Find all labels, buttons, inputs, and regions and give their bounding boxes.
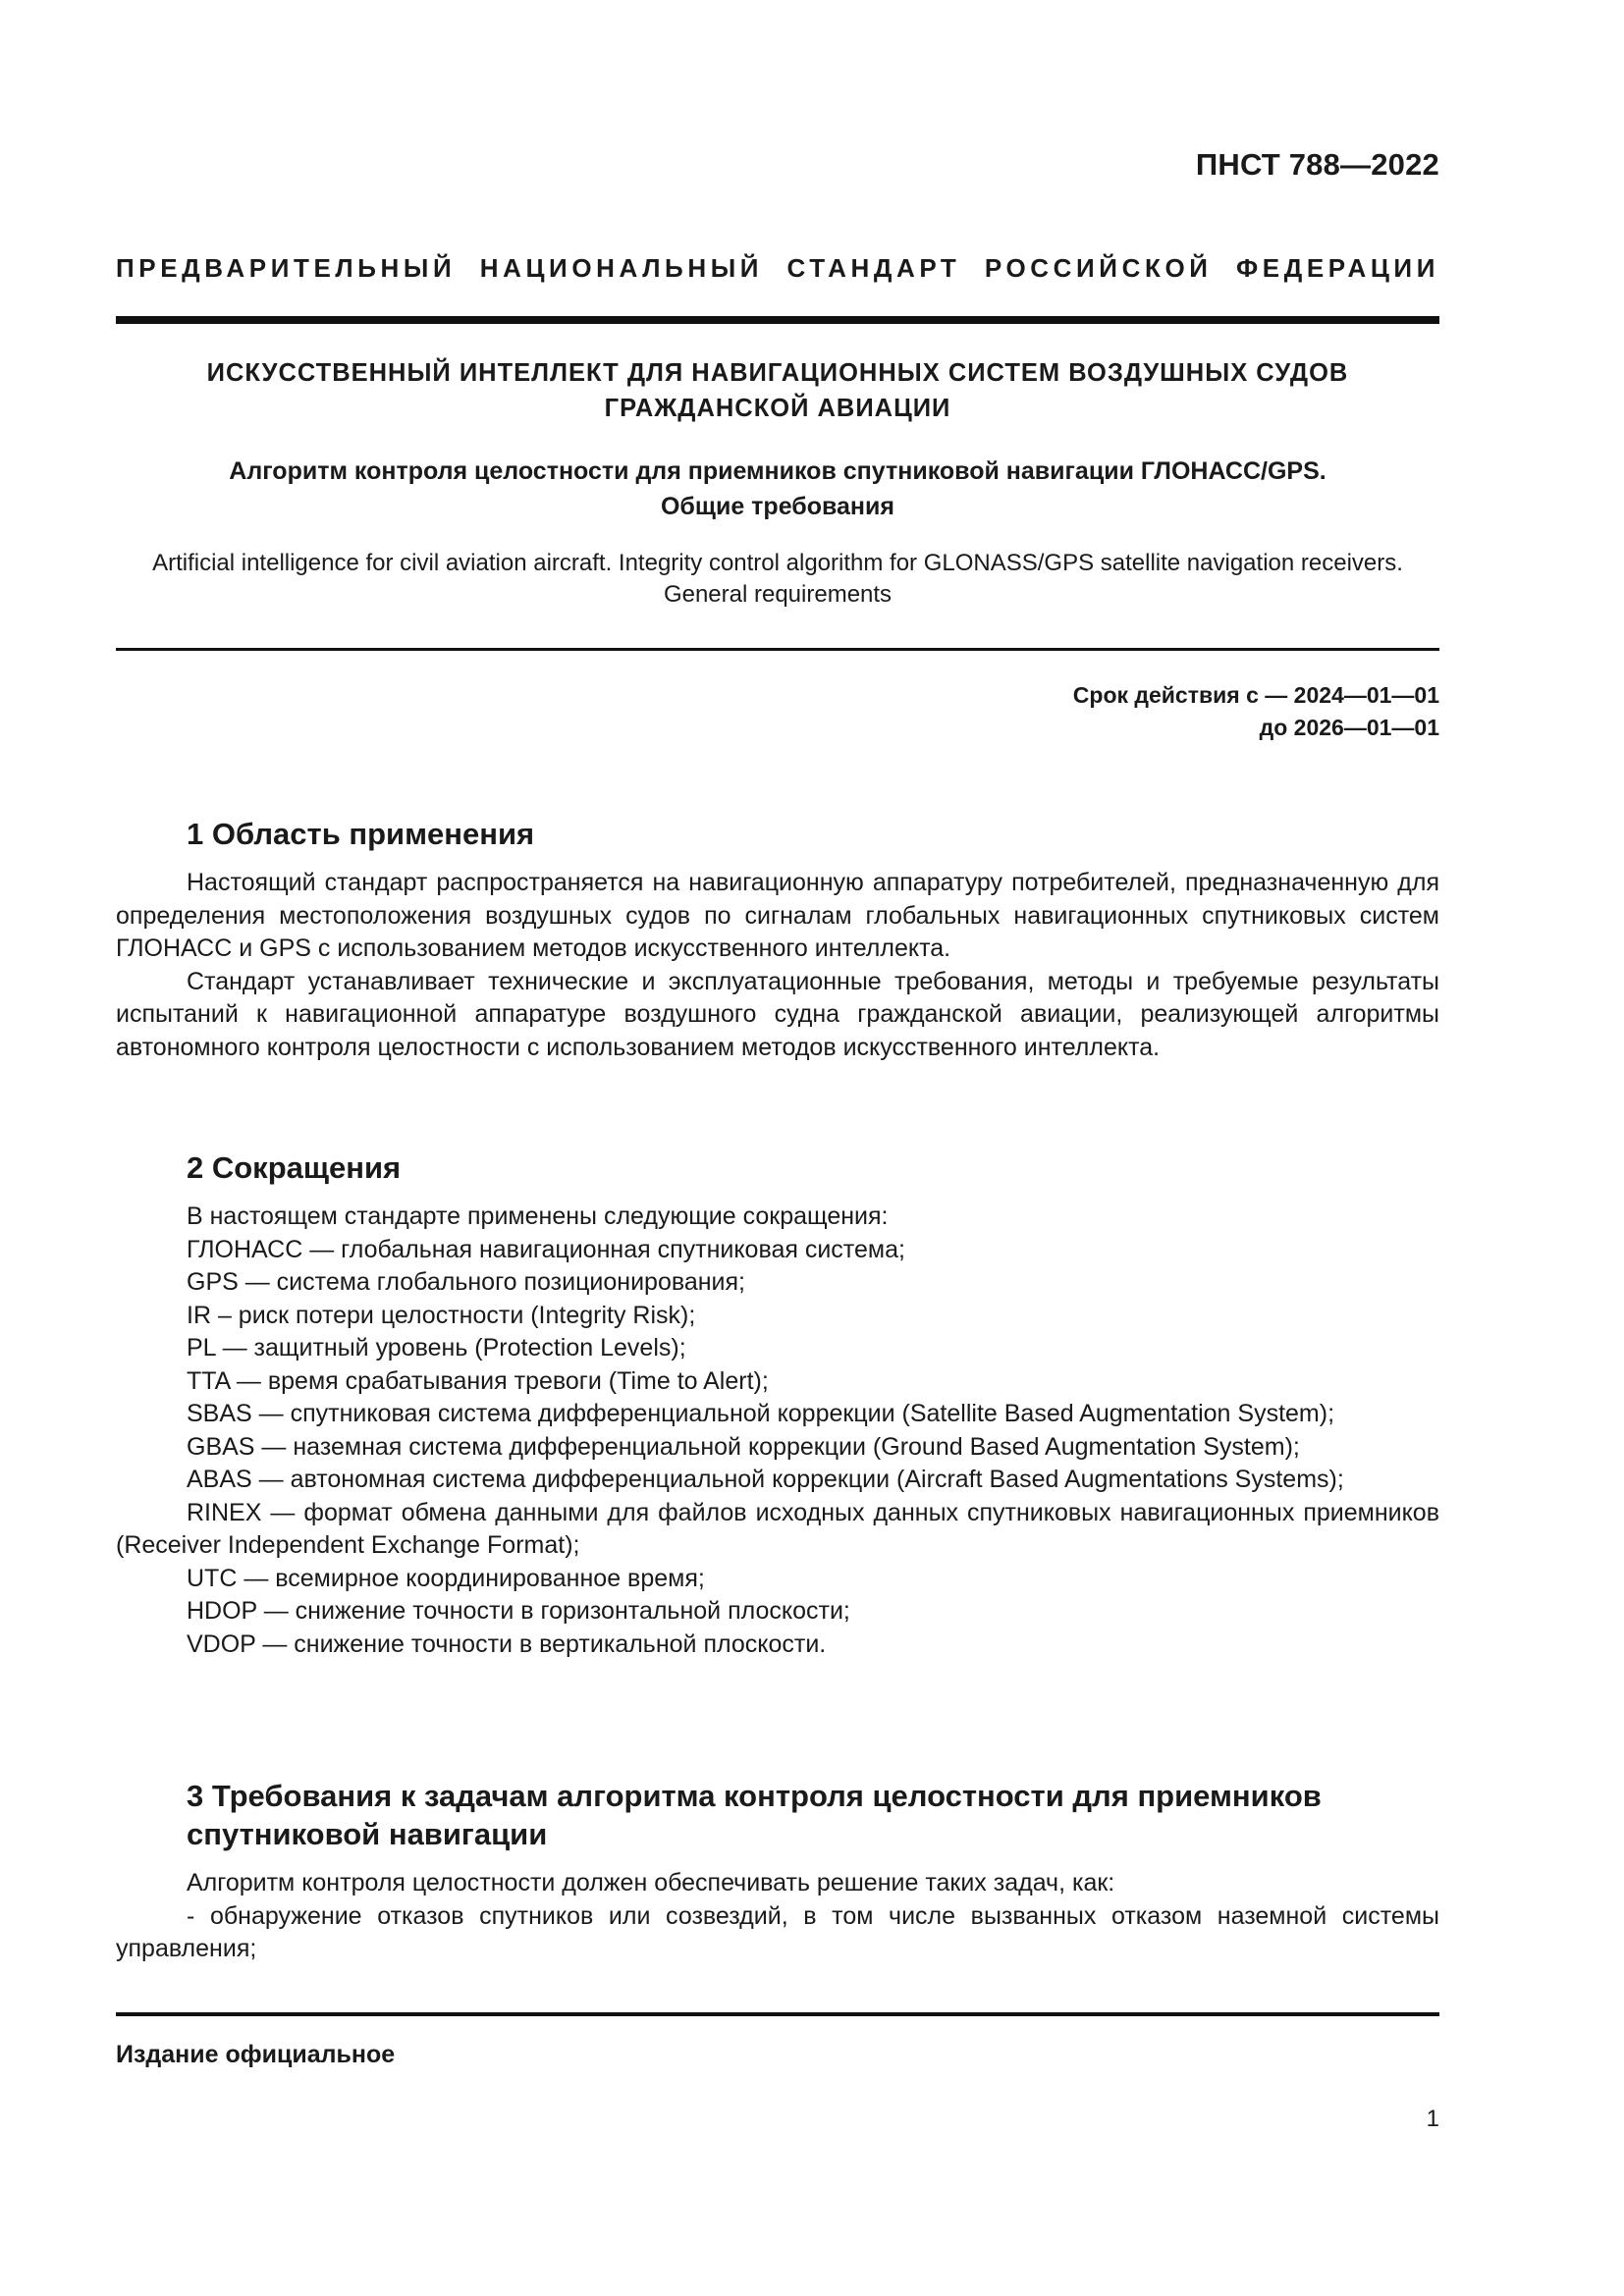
abbreviation-item: GBAS — наземная система дифференциальной коррекции (Ground Based Augmentation System); [187,1432,1300,1461]
section-abbreviations [116,1148,1439,1661]
validity-period [1073,679,1439,744]
abbreviation-item: VDOP — снижение точности в вертикальной плоскости. [187,1629,827,1658]
section-heading-line-1: 3 Требования к задачам алгоритма контроля целостности для приемников [187,1779,1322,1813]
section-heading: 2 Сокращения [187,1150,402,1185]
subtitle-line-2: Общие требования [660,493,894,520]
header-divider [116,316,1439,324]
requirement-item: - обнаружение отказов спутников или созвездий, в том числе вызванных отказом наземной системы управления; [116,1901,1439,1962]
title-line-2: ГРАЖДАНСКОЙ АВИАЦИИ [604,395,951,422]
english-title-line-1: Artificial intelligence for civil aviation aircraft. Integrity control algorithm for GLONASS/GPS satellite navigation receivers. [152,550,1403,576]
abbreviations-intro: В настоящем стандарте применены следующие сокращения: [187,1202,889,1230]
title-divider [116,648,1439,651]
requirements-intro: Алгоритм контроля целостности должен обеспечивать решение таких задач, как: [187,1869,1115,1896]
validity-to: до 2026—01—01 [1259,715,1439,740]
footer-divider [116,2012,1439,2016]
edition-label: Издание официальное [116,2041,396,2068]
standard-category: ПРЕДВАРИТЕЛЬНЫЙ НАЦИОНАЛЬНЫЙ СТАНДАРТ РОССИЙСКОЙ ФЕДЕРАЦИИ [116,253,1439,283]
abbreviation-item: GPS — система глобального позиционирования; [187,1268,746,1296]
abbreviation-item: SBAS — спутниковая система дифференциальной коррекции (Satellite Based Augmentation System); [187,1400,1335,1427]
paragraph: Настоящий стандарт распространяется на навигационную аппаратуру потребителей, предназначенную для определения местоположения воздушных судов по сигналам глобальных навигационных спутниковых систем ГЛОНАСС и GPS с использованием методов искусственного интеллекта. [116,869,1439,962]
document-title [116,355,1439,426]
title-line-1: ИСКУССТВЕННЫЙ ИНТЕЛЛЕКТ ДЛЯ НАВИГАЦИОННЫХ СИСТЕМ ВОЗДУШНЫХ СУДОВ [206,359,1349,387]
english-title [116,548,1439,611]
section-heading [116,1777,1439,1853]
abbreviation-item: ГЛОНАСС — глобальная навигационная спутниковая система; [187,1235,905,1263]
abbreviation-item: RINEX — формат обмена данными для файлов исходных данных спутниковых навигационных приемников (Receiver Independent Exchange Format); [116,1498,1439,1559]
abbreviation-item: UTC — всемирное координированное время; [187,1564,705,1592]
abbreviation-item: TTA — время срабатывания тревоги (Time to Alert); [187,1366,769,1395]
document-code: ПНСТ 788—2022 [1195,147,1439,182]
section-requirements [116,1777,1439,1966]
subtitle-line-1: Алгоритм контроля целостности для приемников спутниковой навигации ГЛОНАСС/GPS. [229,457,1326,485]
paragraph: Стандарт устанавливает технические и эксплуатационные требования, методы и требуемые результаты испытаний к навигационной аппаратуре воздушного судна гражданской авиации, реализующей алгоритмы автономного контроля целостности с использованием методов искусственного интеллекта. [116,967,1439,1061]
section-scope [116,815,1439,1064]
section-heading-line-2: спутниковой навигации [187,1817,548,1851]
section-heading: 1 Область применения [187,817,535,851]
abbreviation-item: ABAS — автономная система дифференциальной коррекции (Aircraft Based Augmentations Systems); [187,1466,1344,1493]
page-number: 1 [1426,2106,1439,2132]
validity-from: Срок действия с — 2024—01—01 [1072,682,1439,708]
abbreviation-item: PL — защитный уровень (Protection Levels); [187,1334,686,1362]
document-subtitle [116,454,1439,524]
abbreviation-item: IR – риск потери целостности (Integrity Risk); [187,1301,696,1329]
abbreviation-item: HDOP — снижение точности в горизонтальной плоскости; [187,1597,850,1625]
english-title-line-2: General requirements [663,581,893,608]
